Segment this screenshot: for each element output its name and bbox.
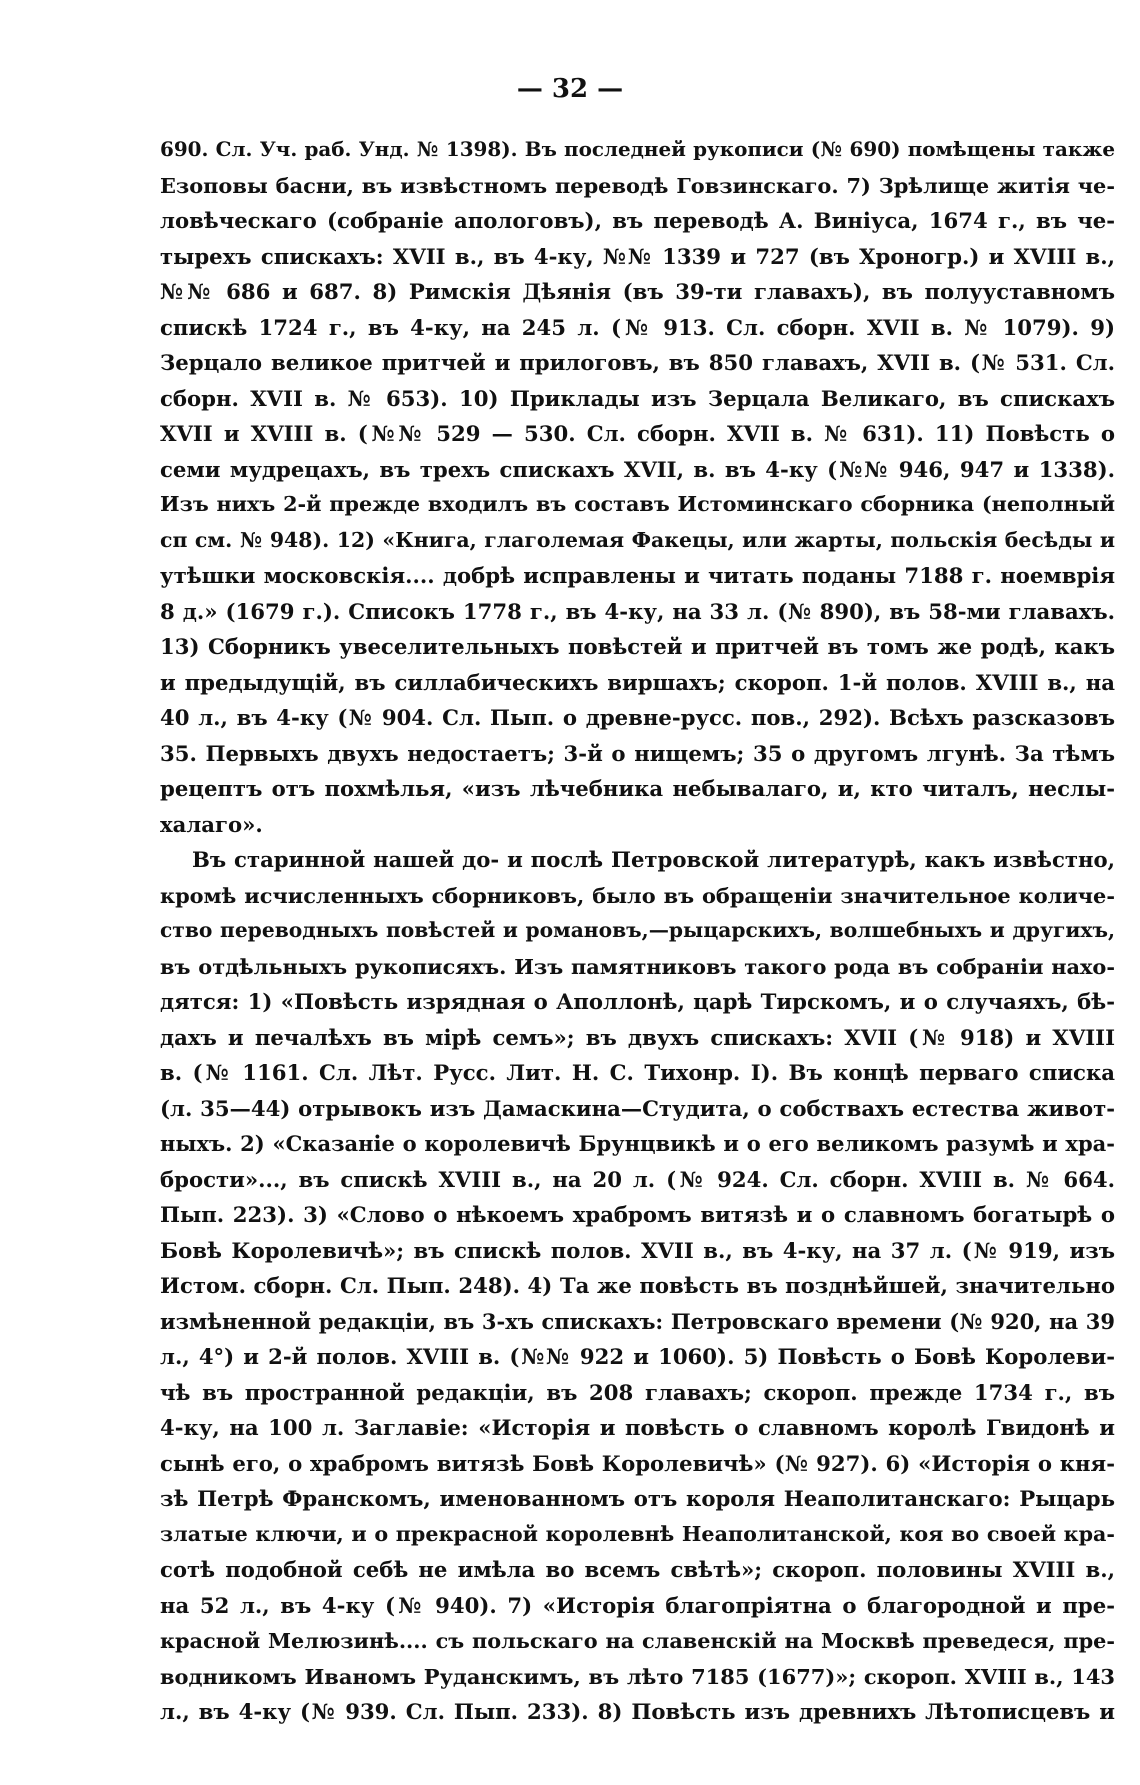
text-line: тырехъ спискахъ: XVII в., въ 4-ку, №№ 1339 и 727 (въ Хроногр.) и XVIII в.,: [160, 243, 1115, 269]
text-line: водникомъ Иваномъ Руданскимъ, въ лѣто 7185 (1677)»; скороп. XVIII в., 143: [160, 1663, 1115, 1689]
text-line: утѣшки московскія.... добрѣ исправлены и читать поданы 7188 г. ноемврія: [160, 563, 1115, 588]
text-line: на 52 л., въ 4-ку (№ 940). 7) «Исторія благопріятна о благородной и пре-: [160, 1592, 1115, 1618]
text-line: и предыдущій, въ силлабическихъ виршахъ; скороп. 1-й полов. XVIII в., на: [160, 669, 1115, 695]
text-line: въ отдѣльныхъ рукописяхъ. Изъ памятниковъ такого рода въ собраніи нахо-: [160, 953, 1115, 979]
text-line: чѣ въ пространной редакціи, въ 208 главахъ; скороп. прежде 1734 г., въ: [160, 1379, 1115, 1405]
text-line: №№ 686 и 687. 8) Римскія Дѣянія (въ 39-ти главахъ), въ полууставномъ: [160, 279, 1115, 304]
text-line: спискѣ 1724 г., въ 4-ку, на 245 л. (№ 913. Сл. сборн. XVII в. № 1079). 9): [160, 314, 1115, 340]
text-line: 4-ку, на 100 л. Заглавіе: «Исторія и повѣсть о славномъ королѣ Гвидонѣ и: [160, 1415, 1115, 1440]
text-line: л., 4°) и 2-й полов. XVIII в. (№№ 922 и 1060). 5) Повѣсть о Бовѣ Королеви-: [160, 1344, 1115, 1369]
text-line: зѣ Петрѣ Франскомъ, именованномъ отъ короля Неаполитанскаго: Рыцарь: [160, 1486, 1115, 1511]
text-line: халаго».: [160, 811, 263, 837]
text-line: 690. Сл. Уч. раб. Унд. № 1398). Въ последней рукописи (№ 690) помѣщены также: [160, 137, 1115, 161]
text-line: дахъ и печалѣхъ въ мірѣ семъ»; въ двухъ спискахъ: XVII (№ 918) и XVIII: [160, 1024, 1115, 1050]
text-line: сотѣ подобной себѣ не имѣла во всемъ свѣтѣ»; скороп. половины XVIII в.,: [160, 1557, 1115, 1582]
text-line: 13) Сборникъ увеселительныхъ повѣстей и притчей въ томъ же родѣ, какъ: [160, 634, 1115, 659]
text-line: ныхъ. 2) «Сказаніе о королевичѣ Брунцвикѣ и о его великомъ разумѣ и хра-: [160, 1131, 1115, 1156]
body-text: [160, 132, 1115, 1730]
text-line: дятся: 1) «Повѣсть изрядная о Аполлонѣ, царѣ Тирскомъ, и о случаяхъ, бѣ-: [160, 989, 1115, 1014]
text-line: златые ключи, и о прекрасной королевнѣ Неаполитанской, коя во своей кра-: [160, 1521, 1115, 1546]
text-line: в. (№ 1161. Сл. Лѣт. Русс. Лит. Н. С. Тихонр. I). Въ концѣ перваго списка: [160, 1060, 1115, 1085]
text-line: ство переводныхъ повѣстей и романовъ,—рыцарскихъ, волшебныхъ и другихъ,: [160, 918, 1115, 942]
text-line: 8 д.» (1679 г.). Списокъ 1778 г., въ 4-ку, на 33 л. (№ 890), въ 58-ми главахъ.: [160, 598, 1115, 624]
text-line: 40 л., въ 4-ку (№ 904. Сл. Пып. о древне-русс. пов., 292). Всѣхъ разсказовъ: [160, 705, 1115, 730]
text-line: Пып. 223). 3) «Слово о нѣкоемъ храбромъ витязѣ и о славномъ богатырѣ о: [160, 1202, 1115, 1227]
text-line: XVII и XVIII в. (№№ 529 — 530. Сл. сборн. XVII в. № 631). 11) Повѣсть о: [160, 421, 1115, 446]
text-line: сп см. № 948). 12) «Книга, глаголемая Факецы, или жарты, польскія бесѣды и: [160, 527, 1115, 552]
text-line: ловѣческаго (собраніе апологовъ), въ переводѣ А. Виніуса, 1674 г., въ че-: [160, 208, 1115, 233]
text-line: семи мудрецахъ, въ трехъ спискахъ XVII, в. въ 4-ку (№№ 946, 947 и 1338).: [160, 456, 1115, 482]
text-line: рецептъ отъ похмѣлья, «изъ лѣчебника небывалаго, и, кто читалъ, неслы-: [160, 776, 1115, 801]
paragraph: [160, 132, 1115, 842]
paragraph: [160, 842, 1115, 1730]
text-line: Езоповы басни, въ извѣстномъ переводѣ Говзинскаго. 7) Зрѣлище житія че-: [160, 172, 1115, 198]
text-line: Бовѣ Королевичѣ»; въ спискѣ полов. XVII в., въ 4-ку, на 37 л. (№ 919, изъ: [160, 1237, 1115, 1263]
page-number: — 32 —: [516, 74, 624, 104]
text-line: сборн. XVII в. № 653). 10) Приклады изъ Зерцала Великаго, въ спискахъ: [160, 385, 1115, 411]
text-line: измѣненной редакціи, въ 3-хъ спискахъ: Петровскаго времени (№ 920, на 39: [160, 1308, 1115, 1334]
text-line: кромѣ исчисленныхъ сборниковъ, было въ обращеніи значительное количе-: [160, 882, 1115, 908]
text-line: красной Мелюзинѣ.... съ польскаго на славенскій на Москвѣ преведеся, пре-: [160, 1628, 1115, 1653]
text-line: Истом. сборн. Сл. Пып. 248). 4) Та же повѣсть въ позднѣйшей, значительно: [160, 1273, 1115, 1298]
text-line: (л. 35—44) отрывокъ изъ Дамаскина—Студита, о собствахъ естества живот-: [160, 1095, 1115, 1121]
text-line: брости»..., въ спискѣ XVIII в., на 20 л. (№ 924. Сл. сборн. XVIII в. № 664.: [160, 1166, 1115, 1192]
text-line: л., въ 4-ку (№ 939. Сл. Пып. 233). 8) Повѣсть изъ древнихъ Лѣтописцевъ и: [160, 1699, 1115, 1724]
text-line: Въ старинной нашей до- и послѣ Петровской литературѣ, какъ извѣстно,: [192, 847, 1115, 872]
text-line: Изъ нихъ 2-й прежде входилъ въ составъ Истоминскаго сборника (неполный: [160, 492, 1115, 516]
text-line: 35. Первыхъ двухъ недостаетъ; 3-й о нищемъ; 35 о другомъ лгунѣ. За тѣмъ: [160, 740, 1115, 766]
text-line: Зерцало великое притчей и прилоговъ, въ 850 главахъ, XVII в. (№ 531. Сл.: [160, 350, 1115, 375]
text-line: сынѣ его, о храбромъ витязѣ Бовѣ Королевичѣ» (№ 927). 6) «Исторія о кня-: [160, 1450, 1115, 1476]
